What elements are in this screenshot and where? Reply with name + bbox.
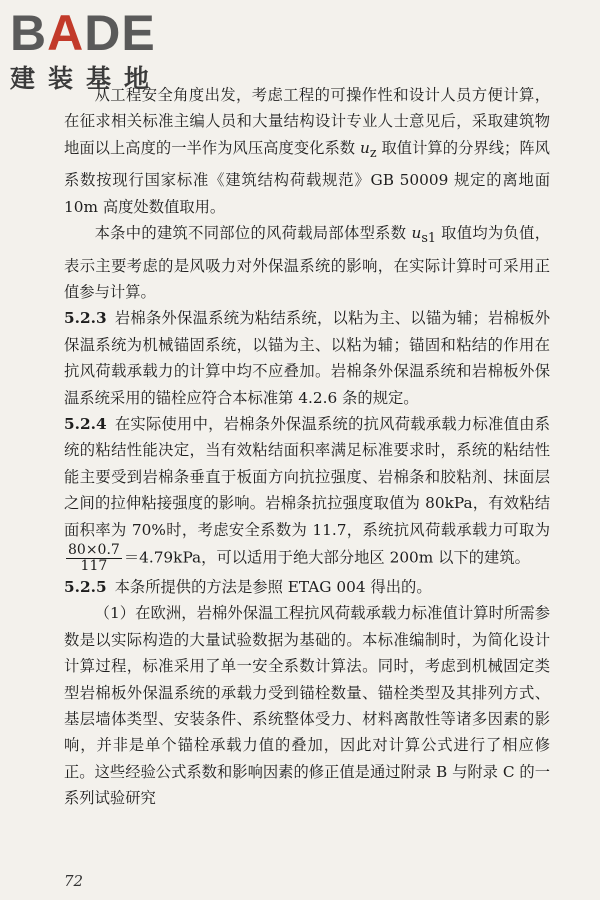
- section-number: 5.2.4: [64, 414, 107, 433]
- section-5-2-4: [64, 411, 550, 574]
- paragraph-text: 本条中的建筑不同部位的风荷载局部体型系数: [94, 224, 412, 243]
- site-logo: [10, 5, 185, 94]
- paragraph-text: 从工程安全角度出发，考虑工程的可操作性和设计人员方便计算，在征求相关标准主编人员和大量结构设计专业人士意见后，采取建筑物地面以上高度的一半作为风压高度变化系数: [64, 86, 550, 157]
- variable-subscript: z: [369, 145, 377, 161]
- logo-letter-a: A: [47, 5, 85, 61]
- section-text: 在实际使用中，岩棉条外保温系统的抗风荷载承载力标准值由系统的粘结性能决定，当有效粘结面积率满足标准要求时，系统的粘结性能主要受到岩棉条垂直于板面方向抗拉强度、岩棉条和胶粘剂、抹面层之间的拉伸粘接强度的影响。岩棉条抗拉强度取值为 80kPa，有效粘结面积率为 70%时，考虑安全系数为 11.7，系统抗风荷载承载力可取为: [64, 414, 550, 539]
- page-number: 72: [64, 872, 84, 890]
- section-text: ＝4.79kPa，可以适用于绝大部分地区 200m 以下的建筑。: [123, 548, 530, 567]
- section-number: 5.2.3: [64, 309, 107, 328]
- variable-u: u: [360, 138, 370, 157]
- section-number: 5.2.5: [64, 578, 107, 596]
- paragraph-text: （1）在欧洲，岩棉外保温工程抗风荷载承载力标准值计算时所需参数是以实际构造的大量试验数据为基础的。本标准编制时，为简化设计计算过程，标准采用了单一安全系数计算法。同时，考虑到机械固定类型岩棉板外保温系统的承载力受到锚栓数量、锚栓类型及其排列方式、基层墙体类型、安装条件、系统整体受力、材料离散性等诸多因素的影响，并非是单个锚栓承载力值的叠加，因此对计算公式进行了相应修正。这些经验公式系数和影响因素的修正值是通过附录 B 与附录 C 的一系列试验研究: [64, 604, 551, 808]
- document-body: [64, 82, 550, 812]
- section-5-2-5: [64, 574, 550, 600]
- paragraph-text: 取值均为负值，表示主要考虑的是风吸力对外保温系统的影响，在实际计算时可采用正值参与计算。: [64, 224, 550, 301]
- section-text: 本条所提供的方法是参照 ETAG 004 得出的。: [114, 578, 432, 596]
- paragraph-europe-method: [64, 600, 550, 811]
- paragraph-text: 取值计算的分界线；阵风系数按现行国家标准《建筑结构荷载规范》GB 50009 规定的离地面 10m 高度处数值取用。: [64, 138, 550, 216]
- logo-letters-de: DE: [84, 5, 156, 61]
- section-5-2-3: [64, 305, 550, 411]
- logo-subtitle: 建装基地: [10, 64, 163, 93]
- logo-wordmark: [10, 5, 185, 61]
- variable-subscript: s1: [421, 231, 437, 247]
- fraction-denominator: 117: [80, 558, 108, 574]
- section-text: 岩棉条外保温系统为粘结系统，以粘为主、以锚为辅；岩棉板外保温系统为机械锚固系统，以锚为主、以粘为辅；锚固和粘结的作用在抗风荷载承载力的计算中均不应叠加。岩棉条外保温系统和岩棉板外保温系统采用的锚栓应符合本标准第 4.2.6 条的规定。: [64, 309, 550, 407]
- logo-letter-b: B: [10, 5, 48, 61]
- paragraph-wind-pressure: [64, 82, 550, 220]
- paragraph-shape-coefficient: [64, 220, 550, 305]
- variable-u: u: [411, 224, 422, 243]
- fraction-numerator: 80×0.7: [68, 542, 120, 558]
- fraction-formula: [66, 543, 122, 574]
